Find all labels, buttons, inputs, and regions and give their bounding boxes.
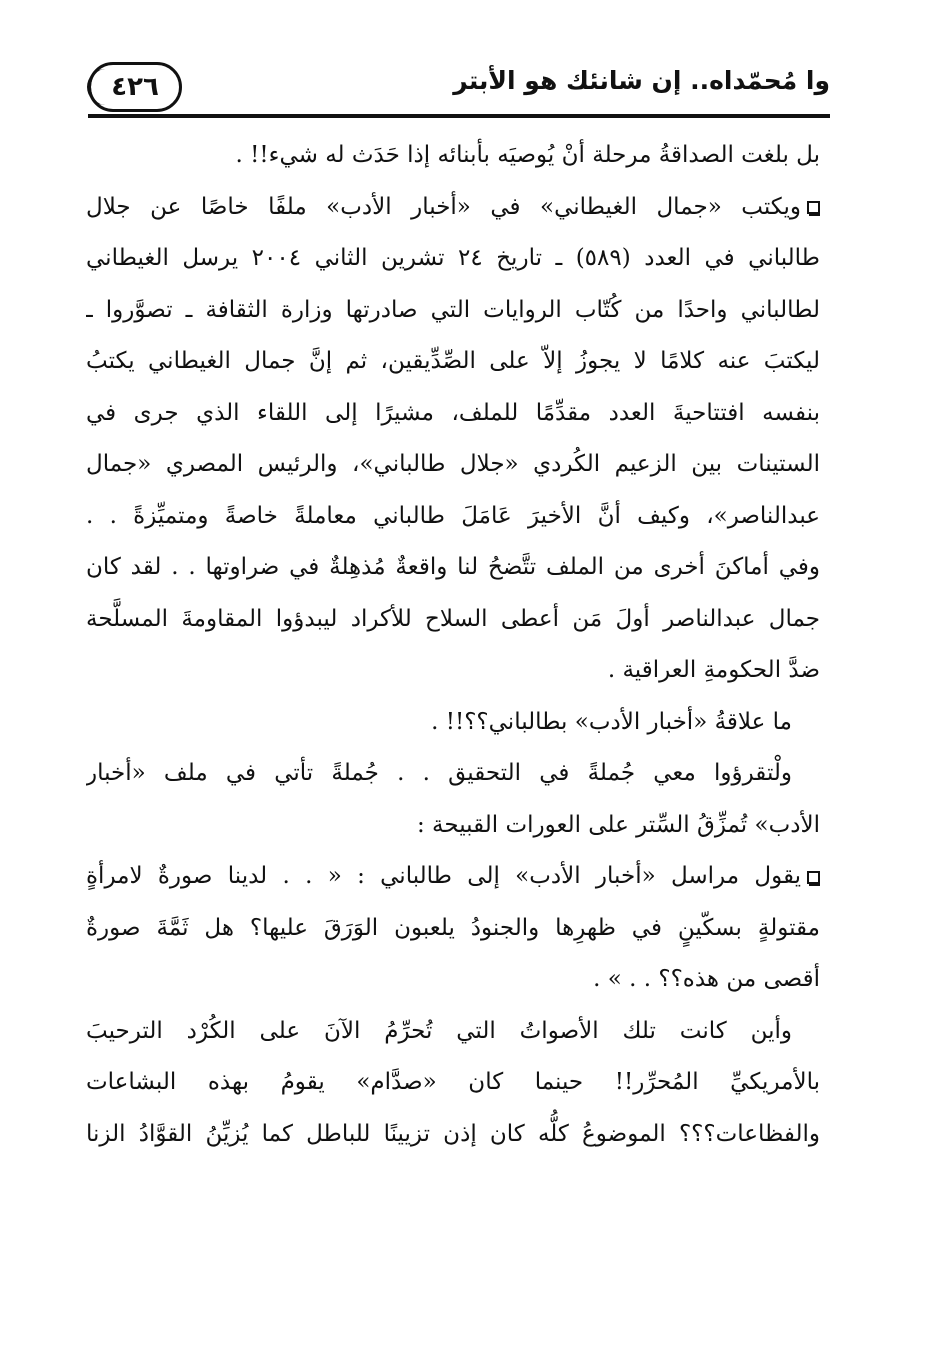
text-line: وأين كانت تلك الأصواتُ التي تُحرِّمُ الآنَ على الكُرْد الترحيبَ: [86, 1017, 792, 1044]
text-line: بالأمريكيِّ المُحرِّر!! حينما كان «صدَّام» يقومُ بهذه البشاعات: [86, 1069, 820, 1095]
text-line: لطالباني واحدًا من كُتّاب الروايات التي صادرتها وزارة الثقافة ـ تصوَّروا ـ: [86, 296, 820, 323]
text-line-content: يقول مراسل «أخبار الأدب» إلى طالباني : « . . لدينا صورةٌ لامرأةٍ: [86, 863, 801, 889]
text-line: ما علاقةُ «أخبار الأدب» بطالباني؟؟!! .: [431, 708, 792, 735]
running-title: وا مُحمّداه.. إن شانئك هو الأبتر: [453, 66, 830, 95]
header-rule: [88, 114, 830, 118]
page-number: ٤٢٦: [111, 72, 159, 102]
text-line: أقصى من هذه؟؟ . . » .: [593, 966, 820, 992]
text-line: ولْتقرؤوا معي جُملةً في التحقيق . . جُملةً تأتي في ملف «أخبار: [86, 760, 792, 786]
text-line: ضدَّ الحكومةِ العراقية .: [607, 657, 820, 683]
body-text: [86, 130, 820, 1160]
square-bullet-icon: [807, 871, 820, 884]
text-line: الأدب» تُمزِّقُ السِّتر على العورات القبيحة :: [417, 811, 820, 838]
text-line: الستينات بين الزعيم الكُردي «جلال طالباني»، والرئيس المصري «جمال: [86, 451, 820, 477]
text-line: طالباني في العدد (٥٨٩) ـ تاريخ ٢٤ تشرين الثاني ٢٠٠٤ يرسل الغيطاني: [86, 245, 820, 271]
text-line-content: ويكتب «جمال الغيطاني» في «أخبار الأدب» ملفًا خاصًا عن جلال: [86, 193, 801, 220]
text-line: [86, 851, 820, 903]
text-line: عبدالناصر»، وكيف أنَّ الأخيرَ عَامَلَ طالباني معاملةً خاصةً ومتميِّزةً . .: [86, 502, 820, 529]
page-number-badge: [88, 62, 182, 112]
page-header: [88, 56, 830, 118]
text-line: جمال عبدالناصر أولَ مَن أعطى السلاح للأكراد ليبدؤوا المقاومةَ المسلَّحة: [86, 605, 820, 632]
text-line: والفظاعات؟؟؟ الموضوعُ كلُّه كان إذن تزيينًا للباطل كما يُزيِّنُ القوَّادُ الزنا: [86, 1120, 820, 1147]
text-line: بل بلغت الصداقةُ مرحلة أنْ يُوصيَه بأبنائه إذا حَدَث له شيء!! .: [235, 142, 820, 168]
square-bullet-icon: [807, 201, 820, 214]
text-line: [86, 182, 820, 234]
text-line: بنفسه افتتاحيةَ العدد مقدِّمًا للملف، مشيرًا إلى اللقاء الذي جرى في: [86, 399, 820, 426]
text-line: وفي أماكنَ أخرى من الملف تتَّضحُ لنا واقعةٌ مُذهِلةٌ في ضراوتها . . لقد كان: [86, 554, 820, 580]
text-line: مقتولةٍ بسكّينٍ في ظهرِها والجنودُ يلعبون الوَرَقَ عليها؟ هل ثَمَّةَ صورةٌ: [86, 914, 820, 941]
text-line: ليكتبَ عنه كلامًا لا يجوزُ إلاّ على الصِّدِّيقين، ثم إنَّ جمال الغيطاني يكتبُ: [86, 348, 820, 374]
